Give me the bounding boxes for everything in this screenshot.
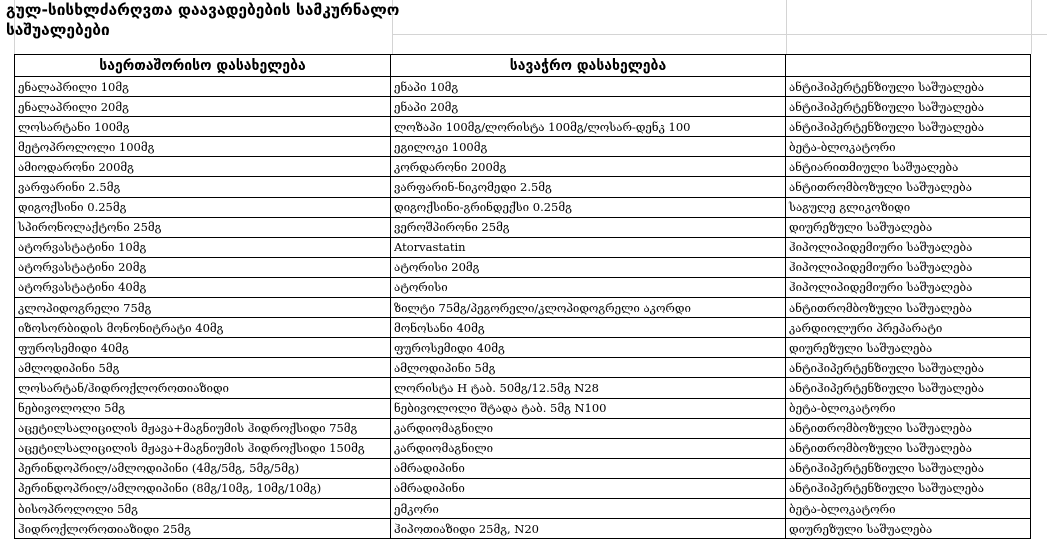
column-header-international-name[interactable]: საერთაშორისო დასახელება [15, 55, 391, 77]
cell-international-name[interactable]: პერინდოპრილ/ამლოდიპინი (8მგ/10მგ, 10მგ/10მგ) [15, 478, 391, 498]
cell-trade-name[interactable]: ამლოდიპინი 5მგ [391, 358, 786, 378]
cell-international-name[interactable]: ბისოპროლოლი 5მგ [15, 498, 391, 518]
cell-trade-name[interactable]: ლორისტა H ტაბ. 50მგ/12.5მგ N28 [391, 378, 786, 398]
cell-category[interactable]: ანტიარითმიული საშუალება [786, 157, 1031, 177]
cell-category[interactable]: ანტიჰიპერტენზიული საშუალება [786, 378, 1031, 398]
cell-trade-name[interactable]: ენაპი 10მგ [391, 77, 786, 97]
table-row [15, 77, 1031, 97]
cell-international-name[interactable]: ამლოდიპინი 5მგ [15, 358, 391, 378]
cell-trade-name[interactable]: ემკორი [391, 498, 786, 518]
cell-trade-name[interactable]: ამრადიპინი [391, 478, 786, 498]
cell-category[interactable]: ანტიჰიპერტენზიული საშუალება [786, 358, 1031, 378]
cell-category[interactable]: კარდიოლური პრეპარატი [786, 318, 1031, 338]
cell-international-name[interactable]: ჰიდროქლოროთიაზიდი 25მგ [15, 519, 391, 539]
table-row [15, 378, 1031, 398]
cell-trade-name[interactable]: ვეროშპირონი 25მგ [391, 217, 786, 237]
cell-category[interactable]: დიურეზული საშუალება [786, 519, 1031, 539]
cell-international-name[interactable]: აცეტილსალიცილის მჟავა+მაგნიუმის ჰიდროქსიდი 150მგ [15, 438, 391, 458]
cell-category[interactable]: ანტითრომბოზული საშუალება [786, 438, 1031, 458]
table-row [15, 177, 1031, 197]
table-row [15, 458, 1031, 478]
drug-table [14, 54, 1031, 539]
cell-international-name[interactable]: სპირონოლაქტონი 25მგ [15, 217, 391, 237]
table-row [15, 478, 1031, 498]
table-row [15, 318, 1031, 338]
cell-category[interactable]: ჰიპოლიპიდემიური საშუალება [786, 277, 1031, 297]
cell-trade-name[interactable]: ფუროსემიდი 40მგ [391, 338, 786, 358]
cell-trade-name[interactable]: კორდარონი 200მგ [391, 157, 786, 177]
cell-international-name[interactable]: ლოსარტანი 100მგ [15, 117, 391, 137]
cell-international-name[interactable]: კლოპიდოგრელი 75მგ [15, 298, 391, 318]
cell-trade-name[interactable]: დიგოქსინი-გრინდექსი 0.25მგ [391, 197, 786, 217]
cell-international-name[interactable]: ატორვასტატინი 20მგ [15, 257, 391, 277]
table-row [15, 277, 1031, 297]
table-row [15, 157, 1031, 177]
cell-trade-name[interactable]: ნებივოლოლი შტადა ტაბ. 5მგ N100 [391, 398, 786, 418]
cell-international-name[interactable]: იზოსორბიდის მონონიტრატი 40მგ [15, 318, 391, 338]
cell-international-name[interactable]: ატორვასტატინი 10მგ [15, 237, 391, 257]
cell-international-name[interactable]: დიგოქსინი 0.25მგ [15, 197, 391, 217]
table-row [15, 519, 1031, 539]
cell-trade-name[interactable]: ამრადიპინი [391, 458, 786, 478]
table-row [15, 358, 1031, 378]
cell-category[interactable]: ანტითრომბოზული საშუალება [786, 418, 1031, 438]
cell-international-name[interactable]: ნებივოლოლი 5მგ [15, 398, 391, 418]
table-row [15, 237, 1031, 257]
cell-trade-name[interactable]: ვარფარინ-ნიკომედი 2.5მგ [391, 177, 786, 197]
cell-category[interactable]: ბეტა-ბლოკატორი [786, 398, 1031, 418]
table-row [15, 117, 1031, 137]
cell-category[interactable]: ბეტა-ბლოკატორი [786, 498, 1031, 518]
cell-international-name[interactable]: ამიოდარონი 200მგ [15, 157, 391, 177]
table-row [15, 498, 1031, 518]
cell-international-name[interactable]: ფუროსემიდი 40მგ [15, 338, 391, 358]
cell-category[interactable]: დიურეზული საშუალება [786, 217, 1031, 237]
cell-trade-name[interactable]: ჰიპოთიაზიდი 25მგ, N20 [391, 519, 786, 539]
cell-category[interactable]: ანტიჰიპერტენზიული საშუალება [786, 77, 1031, 97]
header-row [15, 55, 1031, 77]
table-row [15, 217, 1031, 237]
cell-international-name[interactable]: ენალაპრილი 10მგ [15, 77, 391, 97]
cell-category[interactable]: ანტითრომბოზული საშუალება [786, 298, 1031, 318]
cell-international-name[interactable]: პერინდოპრილ/ამლოდიპინი (4მგ/5მგ, 5მგ/5მგ) [15, 458, 391, 478]
table-row [15, 137, 1031, 157]
cell-category[interactable]: ანტიჰიპერტენზიული საშუალება [786, 97, 1031, 117]
cell-category[interactable]: ანტიჰიპერტენზიული საშუალება [786, 117, 1031, 137]
table-row [15, 97, 1031, 117]
cell-trade-name[interactable]: ატორისი [391, 277, 786, 297]
table-row [15, 418, 1031, 438]
cell-category[interactable]: ანტიჰიპერტენზიული საშუალება [786, 478, 1031, 498]
table-row [15, 398, 1031, 418]
cell-trade-name[interactable]: ენაპი 20მგ [391, 97, 786, 117]
table-row [15, 338, 1031, 358]
cell-international-name[interactable]: ატორვასტატინი 40მგ [15, 277, 391, 297]
cell-category[interactable]: დიურეზული საშუალება [786, 338, 1031, 358]
cell-trade-name[interactable]: კარდიომაგნილი [391, 438, 786, 458]
cell-international-name[interactable]: ლოსარტან/ჰიდროქლოროთიაზიდი [15, 378, 391, 398]
cell-category[interactable]: ბეტა-ბლოკატორი [786, 137, 1031, 157]
cell-international-name[interactable]: მეტოპროლოლი 100მგ [15, 137, 391, 157]
table-row [15, 298, 1031, 318]
cell-trade-name[interactable]: ატორისი 20მგ [391, 257, 786, 277]
cell-category[interactable]: ანტითრომბოზული საშუალება [786, 177, 1031, 197]
cell-category[interactable]: ანტიჰიპერტენზიული საშუალება [786, 458, 1031, 478]
column-header-trade-name[interactable]: სავაჭრო დასახელება [391, 55, 786, 77]
cell-trade-name[interactable]: ეგილოკი 100მგ [391, 137, 786, 157]
cell-trade-name[interactable]: კარდიომაგნილი [391, 418, 786, 438]
cell-trade-name[interactable]: მონოსანი 40მგ [391, 318, 786, 338]
cell-category[interactable]: ჰიპოლიპიდემიური საშუალება [786, 237, 1031, 257]
cell-international-name[interactable]: აცეტილსალიცილის მჟავა+მაგნიუმის ჰიდროქსიდი 75მგ [15, 418, 391, 438]
table-row [15, 257, 1031, 277]
cell-international-name[interactable]: ენალაპრილი 20მგ [15, 97, 391, 117]
cell-category[interactable]: ჰიპოლიპიდემიური საშუალება [786, 257, 1031, 277]
cell-international-name[interactable]: ვარფარინი 2.5მგ [15, 177, 391, 197]
table-row [15, 197, 1031, 217]
cell-trade-name[interactable]: Atorvastatin [391, 237, 786, 257]
column-header-category[interactable] [786, 55, 1031, 77]
cell-trade-name[interactable]: ლოზაპი 100მგ/ლორისტა 100მგ/ლოსარ-დენკ 100 [391, 117, 786, 137]
cell-trade-name[interactable]: ზილტი 75მგ/პეგორელი/კლოპიდოგრელი აკორდი [391, 298, 786, 318]
sheet-title[interactable]: გულ-სისხლძარღვთა დაავადებების სამკურნალო საშუალებები [6, 1, 400, 39]
cell-category[interactable]: საგულე გლიკოზიდი [786, 197, 1031, 217]
table-row [15, 438, 1031, 458]
